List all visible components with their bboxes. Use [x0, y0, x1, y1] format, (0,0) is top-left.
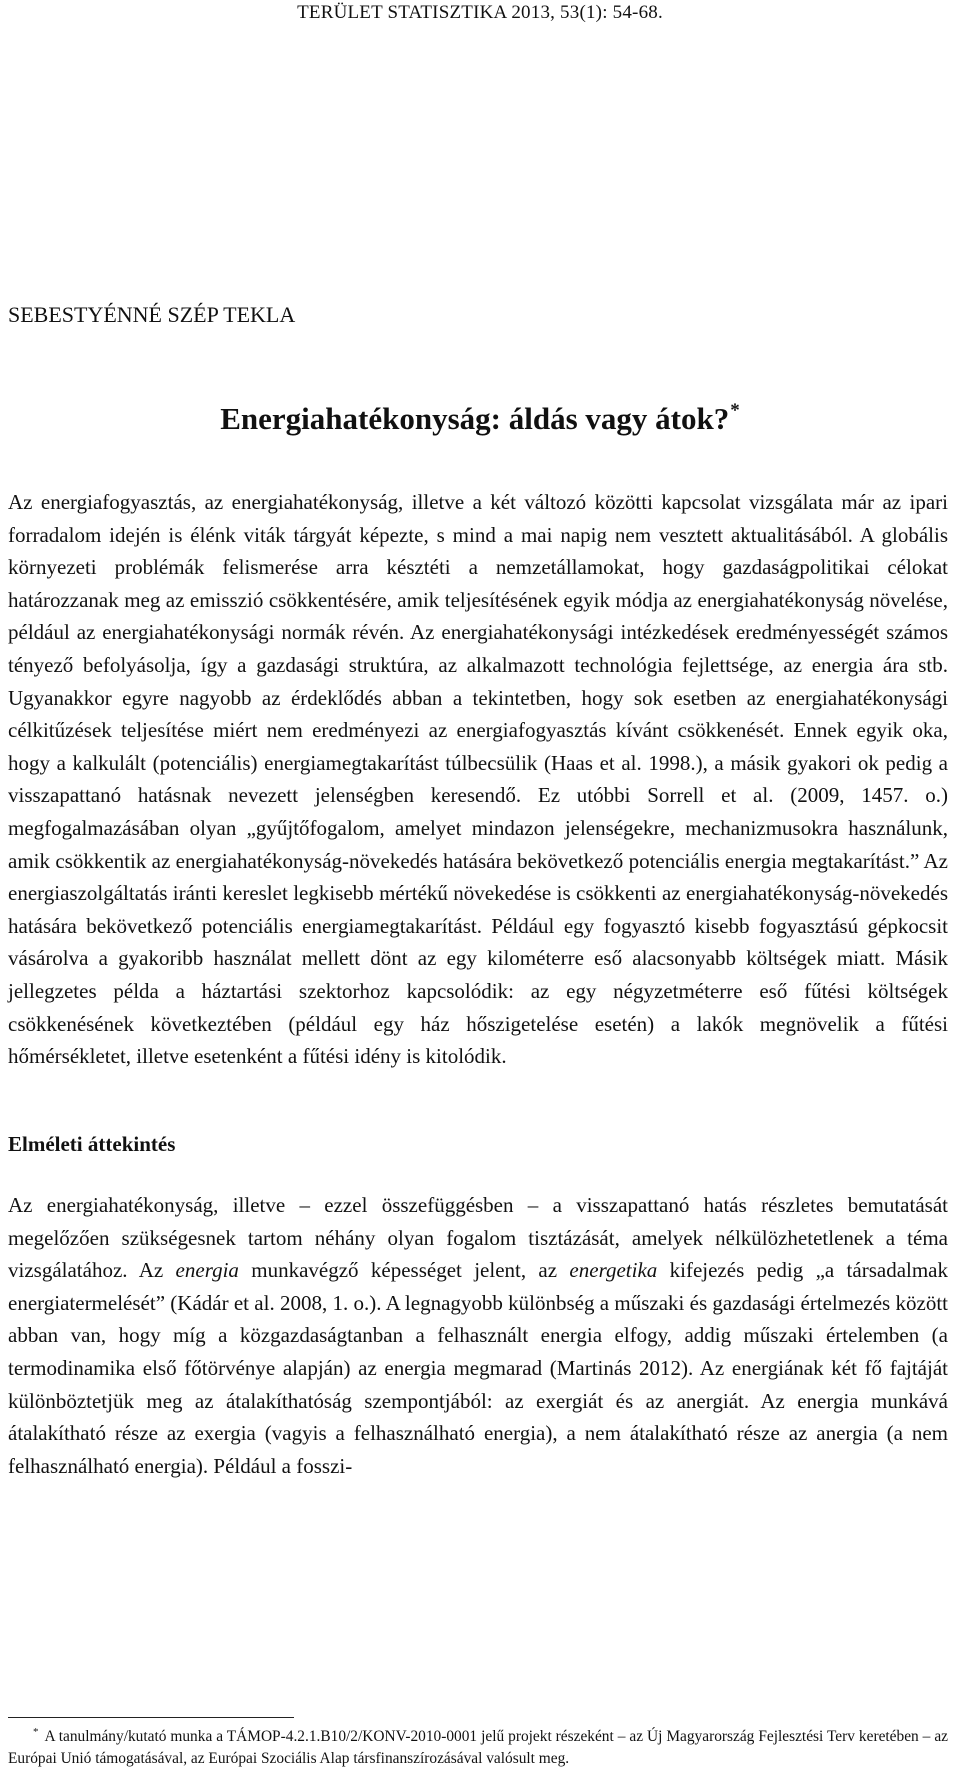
footnote-mark: * [33, 1726, 39, 1738]
section-text-part3: kifejezés pedig „a társadalmak energiatermelését” (Kádár et al. 2008, 1. o.). A legnagyobb különbség a műszaki és gazdasági értelmezés között abban van, hogy míg a közgazdaságtanban a felhasznált energia elfogy, addig műszaki értelemben (a termodinamika első főtörvénye alapján) az energia megmarad (Martinás 2012). Az energiának két fő fajtáját különböztetjük meg az átalakíthatóság szempontjából: az exergiát és az anergiát. Az energia munkává átalakítható része az exergia (vagyis a felhasználható energia), a nem átalakítható része az anergia (a nem felhasználható energia). Például a fosszi- [8, 1258, 949, 1478]
section-paragraph [8, 1189, 948, 1482]
term-energia: energia [175, 1258, 239, 1283]
section-text-part1: Az energiahatékonyság, illetve – ezzel összefüggésben – a visszapattanó hatás részletes bemutatását megelőzően szükségesnek tartom néhány olyan fogalom tisztázását, amelyek nélkülözhetetlenek a téma vizsgálatához. Az [8, 1193, 948, 1283]
footnote-divider [8, 1717, 294, 1718]
running-head: TERÜLET STATISZTIKA 2013, 53(1): 54-68. [297, 2, 663, 23]
title-footnote-mark: * [730, 400, 740, 421]
article-title-text: Energiahatékonyság: áldás vagy átok? [220, 401, 730, 436]
section-heading: Elméleti áttekintés [8, 1132, 176, 1156]
section-text-part2: munkavégző képességet jelent, az [238, 1258, 570, 1283]
footnote [8, 1721, 948, 1770]
article-title [0, 400, 960, 437]
abstract-paragraph: Az energiafogyasztás, az energiahatékonyság, illetve a két változó közötti kapcsolat vizsgálata már az ipari forradalom idején is élénk viták tárgyát képezte, s mind a mai napig nem vesztett aktualitásából. A globális környezeti problémák felismerése arra késztéti a nemzetállamokat, hogy gazdaságpolitikai célokat határozzanak meg az emisszió csökkentésére, amik teljesítésének egyik módja az energiahatékonyság növelése, például az energiahatékonysági normák révén. Az energiahatékonysági intézkedések eredményességét számos tényező befolyásolja, így a gazdasági struktúra, az alkalmazott technológia fejlettsége, az energia ára stb. Ugyanakkor egyre nagyobb az érdeklődés abban a tekintetben, hogy sok esetben az energiahatékonysági célkitűzések teljesítése miért nem eredményezi az energiafogyasztás kívánt csökkenését. Ennek egyik oka, hogy a kalkulált (potenciális) energiamegtakarítást túlbecsülik (Haas et al. 1998.), a másik gyakori ok pedig a visszapattanó hatásnak nevezett jelenségben keresendő. Ez utóbbi Sorrell et al. (2009, 1457. o.) megfogalmazásában olyan „gyűjtőfogalom, amelyet mindazon jelenségekre, mechanizmusokra használunk, amik csökkentik az energiahatékonyság-növekedés hatására bekövetkező potenciális energia megtakarítást.” Az energiaszolgáltatás iránti kereslet legkisebb mértékű növekedése is csökkenti az energiahatékonyság-növekedés hatására bekövetkező potenciális energiamegtakarítást. Például egy fogyasztó kisebb fogyasztású gépkocsit vásárolva a gyakoribb használat mellett dönt az egy kilométerre eső alacsonyabb költségek miatt. Másik jellegzetes példa a háztartási szektorhoz kapcsolódik: az egy négyzetméterre eső fűtési költségek csökkenésének következtében (például egy ház hőszigetelése esetén) a lakók megnövelik a fűtési hőmérsékletet, illetve esetenként a fűtési idény is kitolódik. [8, 490, 948, 1069]
footnote-text: A tanulmány/kutató munka a TÁMOP-4.2.1.B10/2/KONV-2010-0001 jelű projekt részeként – az Új Magyarország Fejlesztési Terv keretében – az Európai Unió támogatásával, az Európai Szociális Alap társfinanszírozásával valósult meg. [8, 1728, 948, 1768]
term-energetika: energetika [569, 1258, 658, 1283]
author-name: SEBESTYÉNNÉ SZÉP TEKLA [8, 302, 296, 327]
